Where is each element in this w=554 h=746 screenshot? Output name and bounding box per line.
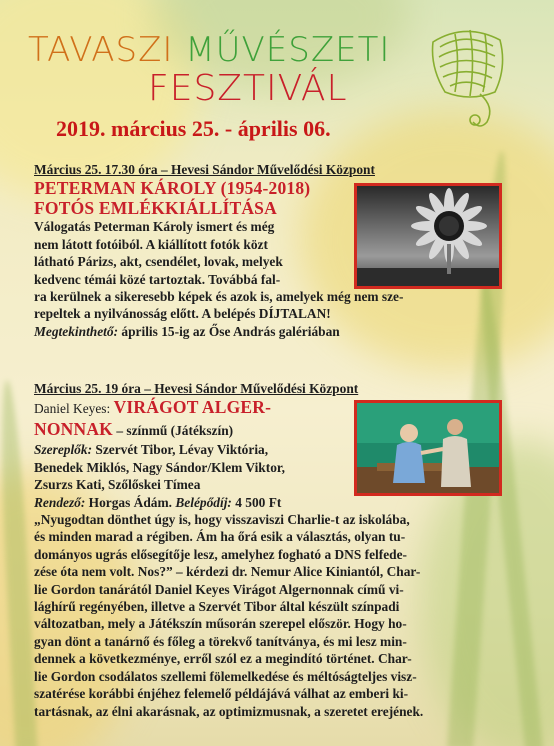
event1-title-line1: PETERMAN KÁROLY (1954-2018) [34,178,311,199]
event1-header: Március 25. 17.30 óra – Hevesi Sándor Művelődési Központ [34,162,375,177]
event1-line: nem látott fotóiból. A kiállított fotók közt [34,236,268,252]
event2-body-line: és minden marad a régiben. Ám ha őrá esik a választás, olyan tu- [34,529,406,545]
festival-dates: 2019. március 25. - április 06. [56,116,331,141]
event1-section [34,161,403,340]
theatre-scene-photo-icon [357,403,499,493]
event2-body-line: dennek a következménye, erről szól ez a megindító történet. Char- [34,651,412,667]
festival-title-line1: TAVASZI MŰVÉSZETI [28,30,391,70]
event1-line: Válogatás Peterman Károly ismert és még [34,219,275,235]
event2-body-line: szatérése korábbi énjéhez felemelő példájává válhat az emberi ki- [34,686,409,702]
event2-body-line: lie Gordon tanárától Daniel Keyes Virágot Algernonnak című vi- [34,581,404,597]
event1-line: kedvenc témái közé tartoztak. Továbbá fal- [34,271,281,287]
event1-title-line2: FOTÓS EMLÉKKIÁLLÍTÁSA [34,198,277,219]
sunflower-photo-icon [357,186,499,286]
event1-line: látható Párizs, akt, csendélet, lovak, melyek [34,254,283,270]
event2-director-ticket: Rendező: Horgas Ádám. Belépődíj: 4 500 Ft [34,494,282,510]
theatre-scene-photo [354,400,502,496]
event2-header: Március 25. 19 óra – Hevesi Sándor Művelődési Központ [34,381,359,396]
event1-line: repeltek a nyilvánosság előtt. A belépés DÍJTALAN! [34,306,331,322]
event2-title-line1: Daniel Keyes: VIRÁGOT ALGER- [34,397,272,418]
event2-body-line: változatban, mely a Játékszín műsorán szerepel először. Hogy ho- [34,616,407,632]
event2-cast-line1: Szereplők: Szervét Tibor, Lévay Viktória, [34,442,269,458]
event2-body-line: lie Gordon csodálatos szellemi fölemelkedése és méltóságteljes visz- [34,668,417,684]
event2-body-line: „Nyugodtan dönthet úgy is, hogy visszaviszi Charlie-t az iskolába, [34,512,410,528]
event1-line: ra kerülnek a sikeresebb képek és azok is, amelyek még nem sze- [34,289,404,305]
event2-cast-line2: Benedek Miklós, Nagy Sándor/Klem Viktor, [34,459,285,475]
event2-body-line: dományos ugrás elősegítője lesz, amelyhez fogható a DNS felfede- [34,546,408,562]
event2-body-line: tartásnak, az élni akarásnak, az optimizmusnak, a szeretet erejének. [34,703,424,719]
event2-body-line: gyan dönt a tanárnő és főleg a törekvő tanítványa, és mi lesz min- [34,633,407,649]
event2-title-line2: NONNAK – színmű (Játékszín) [34,419,234,440]
festival-logo-icon [425,22,510,132]
event1-viewable: Megtekinthető: április 15-ig az Őse András galériában [34,323,340,339]
festival-title-line2: FESZTIVÁL [148,68,348,109]
event2-cast-line3: Zsurzs Kati, Szőlőskei Tímea [34,477,201,493]
event2-body-line: lághírű regényében, illetve a Szervét Tibor által készült színpadi [34,599,400,615]
event2-body-line: zése óta nem volt. Nos?” – kérdezi dr. Nemur Alice Kiniantól, Char- [34,564,421,580]
sunflower-photo [354,183,502,289]
